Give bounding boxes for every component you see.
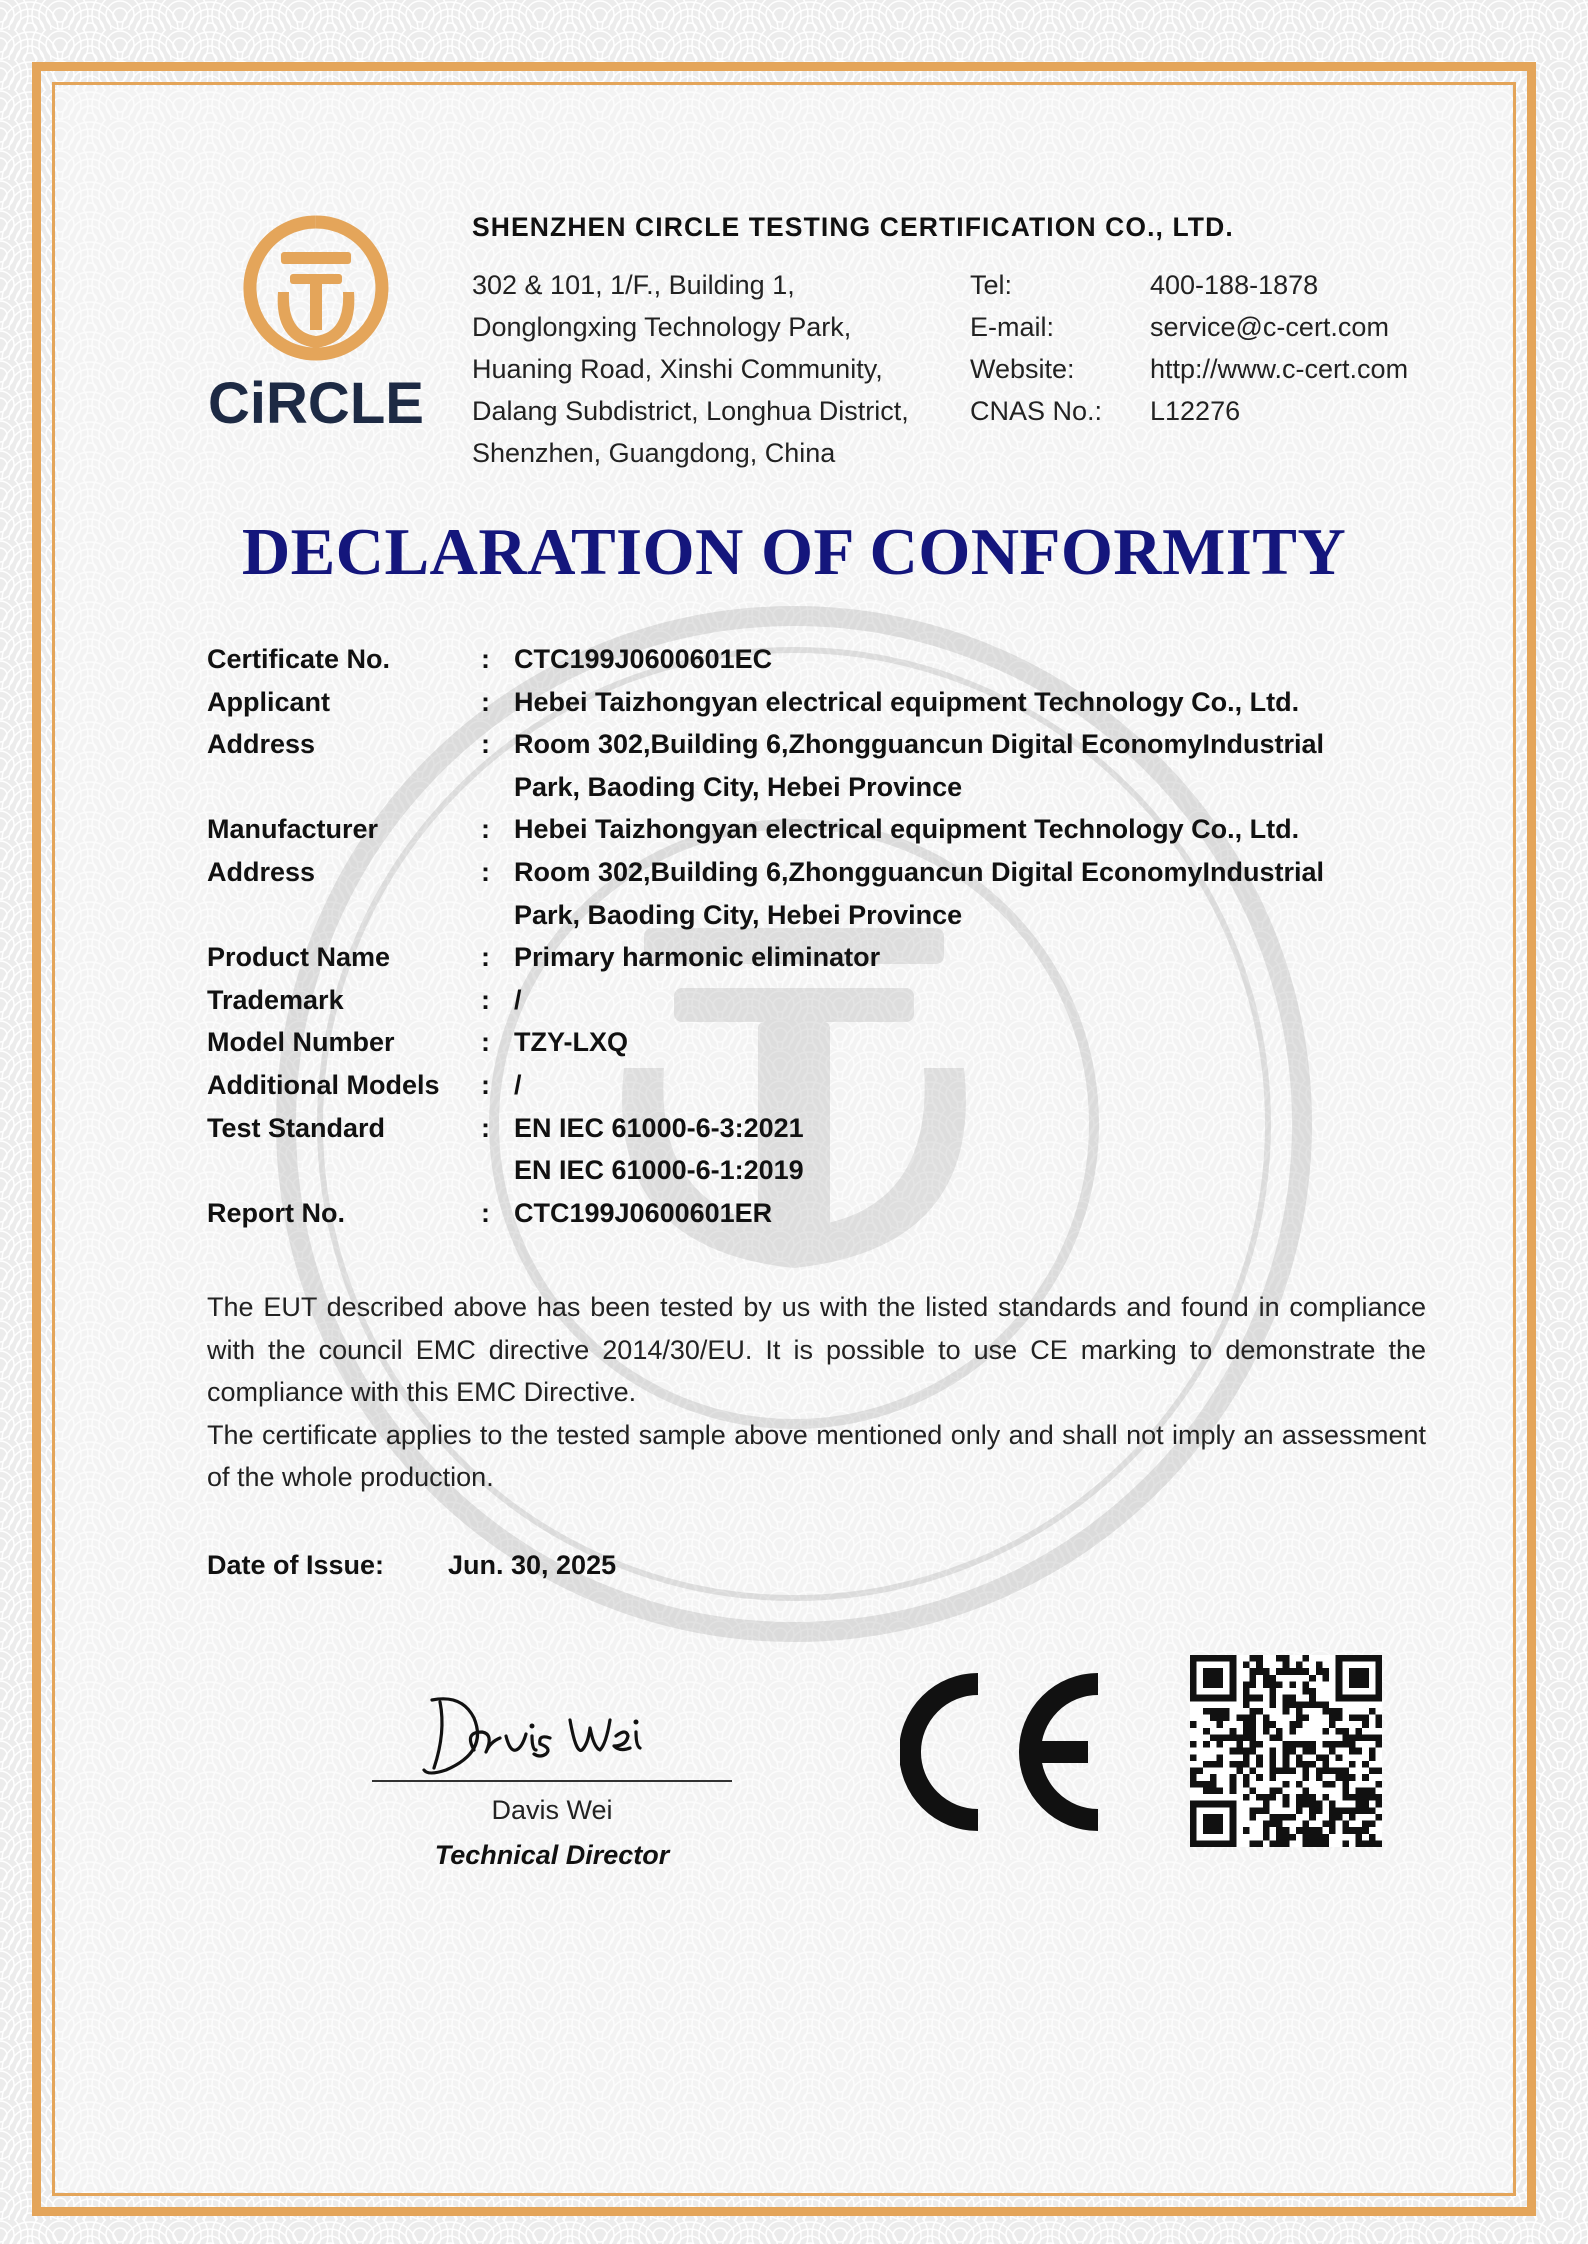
field-value: Park, Baoding City, Hebei Province (514, 771, 963, 802)
field-separator: : (481, 686, 490, 717)
company-name: SHENZHEN CIRCLE TESTING CERTIFICATION CO., LTD. (472, 212, 1234, 242)
issue-date-value: Jun. 30, 2025 (448, 1550, 617, 1580)
field-value: Room 302,Building 6,Zhongguancun Digital EconomyIndustrial (514, 856, 1325, 887)
email-label: E-mail: (970, 312, 1055, 342)
field-label: Address (207, 729, 316, 760)
field-separator: : (481, 814, 490, 845)
field-separator: : (481, 1112, 490, 1143)
website-value: http://www.c-cert.com (1150, 354, 1409, 384)
field-value: Room 302,Building 6,Zhongguancun Digital EconomyIndustrial (514, 729, 1325, 760)
field-separator: : (481, 942, 490, 973)
cnas-label: CNAS No.: (970, 396, 1103, 426)
email-value: service@c-cert.com (1150, 312, 1389, 342)
field-label: Model Number (207, 1027, 395, 1058)
cnas-value: L12276 (1150, 396, 1241, 426)
company-logo (196, 210, 436, 436)
field-label: Certificate No. (207, 644, 391, 674)
compliance-statement (207, 1286, 1426, 1499)
field-label: Test Standard (207, 1112, 386, 1143)
statement-paragraph: The EUT described above has been tested by us with the listed standards and found in compliance with the council EMC directive 2014/30/EU. It is possible to use CE marking to demonstrate the compliance with this EMC Directive. (207, 1292, 1426, 1407)
field-value: / (514, 984, 522, 1015)
field-separator: : (481, 1197, 490, 1228)
website-label: Website: (970, 354, 1075, 384)
field-separator: : (481, 984, 490, 1015)
field-label: Additional Models (207, 1069, 440, 1100)
field-value: TZY-LXQ (514, 1027, 628, 1058)
address-line: Donglongxing Technology Park, (472, 312, 852, 342)
verification-qr-code-icon[interactable] (1190, 1655, 1382, 1847)
field-value: Primary harmonic eliminator (514, 942, 881, 973)
tel-label: Tel: (970, 270, 1013, 300)
company-address (472, 264, 909, 474)
contact-values (1150, 264, 1408, 432)
ce-mark-icon (900, 1672, 1116, 1832)
address-line: 302 & 101, 1/F., Building 1, (472, 270, 795, 300)
field-value: EN IEC 61000-6-3:2021 (514, 1112, 804, 1143)
document-title: DECLARATION OF CONFORMITY (241, 515, 1347, 589)
signatory-name: Davis Wei (491, 1795, 613, 1825)
field-separator: : (481, 1069, 490, 1100)
statement-paragraph: The certificate applies to the tested sample above mentioned only and shall not imply an assessment of the whole production. (207, 1419, 1426, 1492)
field-label: Applicant (207, 686, 331, 717)
issue-date-label: Date of Issue: (207, 1550, 385, 1580)
field-separator: : (481, 644, 490, 674)
handwritten-signature (410, 1680, 670, 1780)
field-value: Hebei Taizhongyan electrical equipment Technology Co., Ltd. (514, 814, 1300, 845)
address-line: Huaning Road, Xinshi Community, (472, 354, 883, 384)
field-value: Park, Baoding City, Hebei Province (514, 899, 963, 930)
field-label: Report No. (207, 1197, 345, 1228)
field-value: Hebei Taizhongyan electrical equipment Technology Co., Ltd. (514, 686, 1300, 717)
logo-wordmark: CiRCLE (208, 371, 424, 436)
field-separator: : (481, 1027, 490, 1058)
address-line: Dalang Subdistrict, Longhua District, (472, 396, 909, 426)
contact-labels (970, 264, 1102, 432)
tel-value: 400-188-1878 (1150, 270, 1319, 300)
field-separator: : (481, 729, 490, 760)
field-value: / (514, 1069, 522, 1100)
field-label: Product Name (207, 942, 391, 973)
field-label: Manufacturer (207, 814, 379, 845)
field-value: EN IEC 61000-6-1:2019 (514, 1155, 804, 1186)
field-label: Address (207, 856, 316, 887)
field-value: CTC199J0600601EC (514, 644, 773, 674)
field-separator: : (481, 856, 490, 887)
field-label: Trademark (207, 984, 344, 1015)
signature-line (372, 1780, 732, 1782)
signatory-title: Technical Director (434, 1840, 670, 1870)
address-line: Shenzhen, Guangdong, China (472, 438, 836, 468)
field-value: CTC199J0600601ER (514, 1197, 773, 1228)
